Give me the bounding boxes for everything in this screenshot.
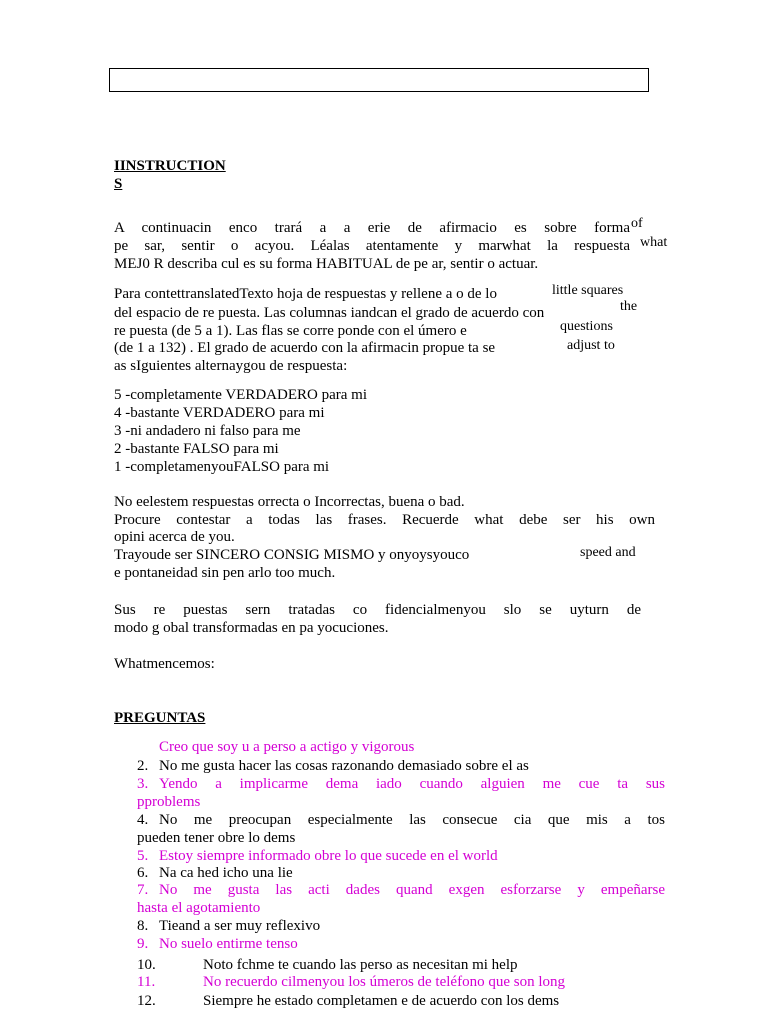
- preguntas-heading: PREGUNTAS: [114, 710, 206, 726]
- scale-item-1: 1 -completamenyouFALSO para mi: [114, 459, 330, 475]
- question-number: 11.: [137, 974, 156, 990]
- para1-line1: A continuacin enco trará a a erie de afirmacio es sobre forma: [114, 220, 630, 236]
- para2-overlay-little-squares: little squares: [552, 283, 624, 298]
- question-text: No me preocupan especialmente las consecue cia que mis a tos: [159, 812, 665, 828]
- question-text: Noto fchme te cuando las perso as necesitan mi help: [203, 957, 518, 973]
- para3-overlay-speed-and: speed and: [580, 545, 636, 560]
- question-number: 9.: [137, 936, 149, 952]
- para1-line2: pe sar, sentir o acyou. Léalas atentamente y marwhat la respuesta: [114, 238, 630, 254]
- question-text: Estoy siempre informado obre lo que sucede en el world: [159, 848, 498, 864]
- para4-line2: modo g obal transformadas en pa yocuciones.: [114, 620, 389, 636]
- scale-item-4: 4 -bastante VERDADERO para mi: [114, 405, 325, 421]
- para2-line3: re puesta (de 5 a 1). Las flas se corre ponde con el úmero e: [114, 323, 467, 339]
- para2-line1: Para contettranslatedTexto hoja de respuestas y rellene a o de lo: [114, 286, 497, 302]
- para3-line2: Procure contestar a todas las frases. Recuerde what debe ser his own: [114, 512, 655, 528]
- scale-item-2: 2 -bastante FALSO para mi: [114, 441, 279, 457]
- para2-line4: (de 1 a 132) . El grado de acuerdo con la afirmacin propue ta se: [114, 340, 496, 356]
- para2-line5: as sIguientes alternaygou de respuesta:: [114, 358, 348, 374]
- para3-line5: e pontaneidad sin pen arlo too much.: [114, 565, 336, 581]
- para5-line: Whatmencemos:: [114, 656, 215, 672]
- question-text: pueden tener obre lo dems: [137, 830, 296, 846]
- question-text: pproblems: [137, 794, 201, 810]
- question-number: 6.: [137, 865, 149, 881]
- scale-item-3: 3 -ni andadero ni falso para me: [114, 423, 301, 439]
- question-number: 7.: [137, 882, 149, 898]
- para3-line3: opini acerca de you.: [114, 529, 235, 545]
- para2-overlay-questions: questions: [560, 319, 613, 334]
- question-number: 4.: [137, 812, 149, 828]
- instructions-heading-cont: S: [114, 176, 123, 192]
- question-number: 2.: [137, 758, 149, 774]
- scale-item-5: 5 -completamente VERDADERO para mi: [114, 387, 367, 403]
- question-text: hasta el agotamiento: [137, 900, 261, 916]
- question-text: Tieand a ser muy reflexivo: [159, 918, 321, 934]
- para2-line2: del espacio de re puesta. Las columnas iandcan el grado de acuerdo con: [114, 305, 545, 321]
- para3-line1: No eelestem respuestas orrecta o Incorrectas, buena o bad.: [114, 494, 465, 510]
- question-text: Yendo a implicarme dema iado cuando alguien me cue ta sus: [159, 776, 665, 792]
- question-text: Na ca hed icho una lie: [159, 865, 293, 881]
- question-text: No me gusta las acti dades quand exgen esforzarse y empeñarse: [159, 882, 665, 898]
- header-box: [109, 68, 649, 92]
- question-number: 12.: [137, 993, 156, 1009]
- question-number: 5.: [137, 848, 149, 864]
- question-text: No recuerdo cilmenyou los úmeros de teléfono que son long: [203, 974, 565, 990]
- para1-overlay-what: what: [640, 235, 668, 250]
- instructions-heading: IINSTRUCTION: [114, 158, 226, 174]
- question-text: Creo que soy u a perso a actigo y vigorous: [159, 739, 415, 755]
- para1-line3: MEJ0 R describa cul es su forma HABITUAL de pe ar, sentir o actuar.: [114, 256, 539, 272]
- question-number: 10.: [137, 957, 156, 973]
- para2-overlay-adjust-to: adjust to: [567, 338, 615, 353]
- para2-overlay-the: the: [620, 299, 638, 314]
- para3-line4: Trayoude ser SINCERO CONSIG MISMO y onyoysyouco: [114, 547, 470, 563]
- para4-line1: Sus re puestas sern tratadas co fidencialmenyou slo se uyturn de: [114, 602, 641, 618]
- question-text: Siempre he estado completamen e de acuerdo con los dems: [203, 993, 560, 1009]
- question-number: 3.: [137, 776, 149, 792]
- question-number: 8.: [137, 918, 149, 934]
- question-text: No me gusta hacer las cosas razonando demasiado sobre el as: [159, 758, 529, 774]
- question-text: No suelo entirme tenso: [159, 936, 298, 952]
- para1-overlay-of: of: [631, 216, 643, 231]
